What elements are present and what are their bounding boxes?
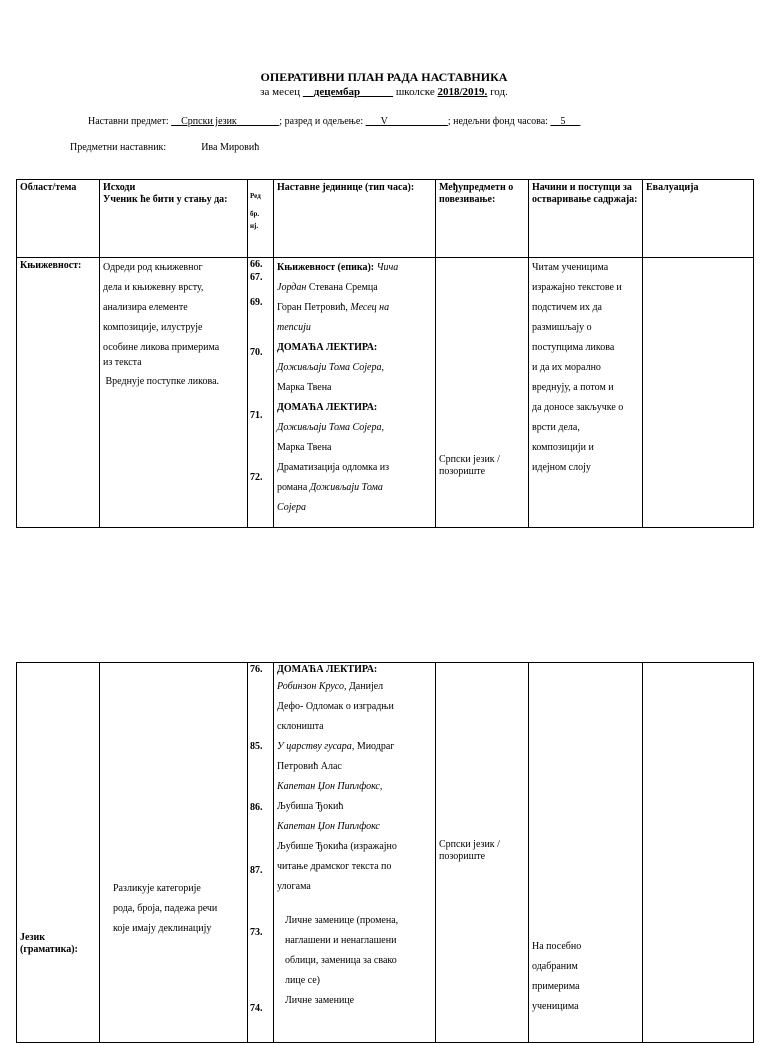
year-prefix: школске (395, 86, 435, 98)
method-line: вреднују, а потом и (532, 382, 614, 393)
unit-line: Личне заменице (285, 995, 355, 1006)
hours-value: 5 (560, 116, 566, 127)
outcome-line: композиције, илуструје (103, 322, 203, 333)
col-header-number (248, 180, 274, 258)
method-line: подстичем их да (532, 302, 602, 313)
col-header-methods: Начини и поступци за остваривање садржаја: (529, 180, 643, 258)
method-line: врсти дела, (532, 422, 580, 433)
teacher-label: Предметни наставник: (70, 142, 167, 153)
col-header-outcomes-line2: Ученик ће бити у стању да: (103, 194, 228, 205)
area-label: Језик (граматика): (20, 932, 78, 955)
plan-table-2 (16, 662, 754, 1043)
outcome-line: које имају деклинацију (113, 923, 212, 934)
unit-line: лице се) (285, 975, 320, 986)
teacher-value: Ива Мировић (201, 142, 260, 153)
lesson-number: 86. (250, 802, 263, 813)
methods-cell (529, 258, 643, 528)
outcome-line: особине ликова примерима (103, 342, 220, 353)
unit-line: читање драмског текста по (277, 861, 392, 872)
outcomes-cell (100, 258, 248, 528)
outcome-line: рода, броја, падежа речи (113, 903, 218, 914)
units-cell (274, 663, 436, 1043)
unit-line: Драматизација одломка из (277, 462, 390, 473)
lesson-number: 73. (250, 927, 263, 938)
unit-line: Сојера (277, 502, 306, 513)
lesson-number: 76. (250, 664, 263, 675)
unit-line: Личне заменице (промена, (285, 915, 399, 926)
unit-line: ДОМАЋА ЛЕКТИРА: (277, 664, 378, 675)
col-header-units: Наставне јединице (тип часа): (274, 180, 436, 258)
number-cell (248, 258, 274, 528)
table-row (17, 258, 754, 528)
units-cell (274, 258, 436, 528)
outcome-line: Одреди род књижевног (103, 262, 203, 273)
outcome-line: Разликује категорије (113, 883, 201, 894)
lesson-number: 85. (250, 741, 263, 752)
col-header-crosscurricular: Међупредметн о повезивање: (436, 180, 529, 258)
month-prefix: за месец (260, 86, 301, 98)
plan-table-1 (16, 179, 754, 528)
table-row (17, 663, 754, 1043)
evaluation-cell (643, 258, 754, 528)
unit-line: ДОМАЋА ЛЕКТИРА: (277, 402, 378, 413)
lesson-number: 72. (250, 472, 263, 483)
outcome-line: дела и књижевну врсту, (103, 282, 204, 293)
unit-line: наглашени и ненаглашени (285, 935, 397, 946)
unit-line: склоништа (277, 721, 324, 732)
unit-line: Доживљаји Тома Сојера, (277, 422, 384, 433)
crosscurricular-cell (436, 258, 529, 528)
subject-value: Српски језик (181, 116, 237, 127)
area-cell: Књижевност: (17, 258, 100, 528)
unit-line: У царству гусара, Миодраг (277, 741, 395, 752)
unit-line: Капетан Џон Пиплфокс, (277, 781, 383, 792)
area-cell (17, 663, 100, 1043)
method-line: идејном слоју (532, 462, 591, 473)
outcomes-cell (100, 663, 248, 1043)
unit-line: Капетан Џон Пиплфокс (277, 821, 380, 832)
method-line: поступцима ликова (532, 342, 615, 353)
unit-line: Јордан Стевана Сремца (277, 282, 378, 293)
unit-line: Љубиша Ђокић (277, 801, 344, 812)
lesson-number: 67. (250, 272, 263, 283)
crosscurricular-cell (436, 663, 529, 1043)
method-line: одабраним (532, 961, 578, 972)
method-line: На посебно (532, 941, 582, 952)
method-line: ученицима (532, 1001, 579, 1012)
unit-line: Петровић Алас (277, 761, 342, 772)
number-cell (248, 663, 274, 1043)
teacher-line (70, 142, 259, 153)
unit-line: Књижевност (епика): Чича (277, 262, 399, 273)
header-row (17, 180, 754, 258)
crosscurricular-line: Српски језик / (439, 839, 500, 850)
unit-line: облици, заменица за свако (285, 955, 397, 966)
methods-cell (529, 663, 643, 1043)
crosscurricular-line: позориште (439, 851, 486, 862)
outcome-line: из текста (103, 357, 142, 368)
col-header-number-line2: бр. (250, 210, 260, 218)
unit-line: улогама (277, 881, 311, 892)
outcome-line: Вреднује поступке ликова. (103, 376, 220, 387)
document-subtitle (0, 86, 768, 98)
meta-line (88, 116, 580, 127)
unit-line: Робинзон Крусо, Данијел (277, 681, 384, 692)
method-line: размишљају о (532, 322, 592, 333)
method-line: и да их морално (532, 362, 601, 373)
year-suffix: год. (490, 86, 508, 98)
lesson-number: 74. (250, 1003, 263, 1014)
col-header-number-line3: нј. (250, 222, 259, 230)
method-line: примерима (532, 981, 580, 992)
month-value: децембар (313, 86, 361, 98)
lesson-number: 71. (250, 410, 263, 421)
grade-label: ; разред и одељење: (279, 116, 364, 127)
unit-line: Дефо- Одломак о изградњи (277, 701, 394, 712)
crosscurricular-line: позориште (439, 466, 486, 477)
col-header-number-line1: Ред (250, 192, 261, 200)
col-header-area: Област/тема (17, 180, 100, 258)
unit-line: Горан Петровић, Месец на (277, 302, 390, 313)
col-header-outcomes-line1: Исходи (103, 182, 136, 193)
lesson-number: 66. (250, 259, 263, 270)
col-header-evaluation: Евалуација (643, 180, 754, 258)
col-header-outcomes (100, 180, 248, 258)
lesson-number: 87. (250, 865, 263, 876)
unit-line: романа Доживљаји Тома (277, 482, 383, 493)
evaluation-cell (643, 663, 754, 1043)
method-line: изражајно текстове и (532, 282, 622, 293)
unit-line: Љубише Ђокића (изражајно (277, 841, 397, 852)
hours-label: ; недељни фонд часова: (447, 116, 548, 127)
outcome-line: анализира елементе (103, 302, 188, 313)
lesson-number: 69. (250, 297, 263, 308)
unit-line: Марка Твена (277, 442, 332, 453)
method-line: да доносе закључке о (532, 402, 624, 413)
subject-label: Наставни предмет: (88, 116, 169, 127)
grade-value: V (380, 116, 388, 127)
unit-line: тепсији (277, 322, 311, 333)
unit-line: ДОМАЋА ЛЕКТИРА: (277, 342, 378, 353)
crosscurricular-line: Српски језик / (439, 454, 500, 465)
unit-line: Марка Твена (277, 382, 332, 393)
unit-line: Доживљаји Тома Сојера, (277, 362, 384, 373)
lesson-number: 70. (250, 347, 263, 358)
method-line: Читам ученицима (532, 262, 609, 273)
document-title: ОПЕРАТИВНИ ПЛАН РАДА НАСТАВНИКА (260, 70, 508, 84)
school-year: 2018/2019. (437, 86, 488, 98)
method-line: композицији и (532, 442, 594, 453)
